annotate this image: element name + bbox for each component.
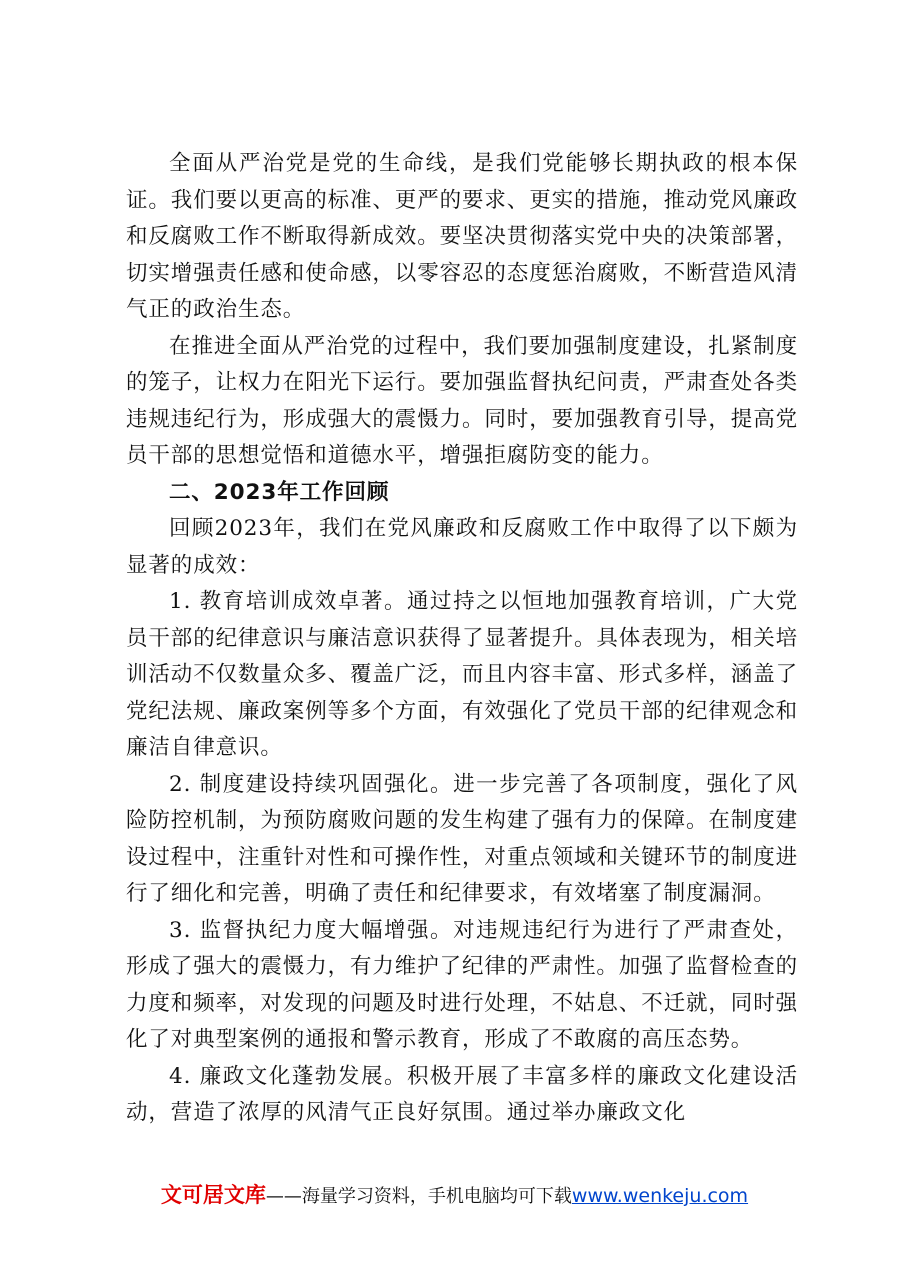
- list-item: 2. 制度建设持续巩固强化。进一步完善了各项制度，强化了风险防控机制，为预防腐败问题的发生构建了强有力的保障。在制度建设过程中，注重针对性和可操作性，对重点领域和关键环节的制度进行了细化和完善，明确了责任和纪律要求，有效堵塞了制度漏洞。: [126, 771, 799, 906]
- list-item: 1. 教育培训成效卓著。通过持之以恒地加强教育培训，广大党员干部的纪律意识与廉洁意识获得了显著提升。具体表现为，相关培训活动不仅数量众多、覆盖广泛，而且内容丰富、形式多样，涵盖了党纪法规、廉政案例等多个方面，有效强化了党员干部的纪律观念和廉洁自律意识。: [126, 589, 799, 760]
- list-item: 4. 廉政文化蓬勃发展。积极开展了丰富多样的廉政文化建设活动，营造了浓厚的风清气正良好氛围。通过举办廉政文化: [126, 1063, 798, 1125]
- list-item: 3. 监督执纪力度大幅增强。对违规违纪行为进行了严肃查处，形成了强大的震慑力，有力维护了纪律的严肃性。加强了监督检查的力度和频率，对发现的问题及时进行处理，不姑息、不迁就，同时强化了对典型案例的通报和警示教育，形成了不敢腐的高压态势。: [126, 917, 799, 1052]
- document-body: [126, 146, 798, 1132]
- footer-link[interactable]: www.wenkeju.com: [571, 1185, 749, 1207]
- footer-brand: 文可居文库: [160, 1183, 266, 1207]
- footer-banner: [0, 1180, 909, 1212]
- paragraph: 在推进全面从严治党的过程中，我们要加强制度建设，扎紧制度的笼子，让权力在阳光下运行。要加强监督执纪问责，严肃查处各类违规违纪行为，形成强大的震慑力。同时，要加强教育引导，提高党员干部的思想觉悟和道德水平，增强拒腐防变的能力。: [126, 333, 799, 468]
- paragraph: 全面从严治党是党的生命线，是我们党能够长期执政的根本保证。我们要以更高的标准、更严的要求、更实的措施，推动党风廉政和反腐败工作不断取得新成效。要坚决贯彻落实党中央的决策部署，切实增强责任感和使命感，以零容忍的态度惩治腐败，不断营造风清气正的政治生态。: [126, 151, 799, 322]
- footer-slogan: ——海量学习资料，手机电脑均可下载: [265, 1186, 572, 1207]
- intro-paragraph: 回顾2023年，我们在党风廉政和反腐败工作中取得了以下颇为显著的成效：: [126, 516, 798, 578]
- section-heading: 二、2023年工作回顾: [169, 479, 390, 505]
